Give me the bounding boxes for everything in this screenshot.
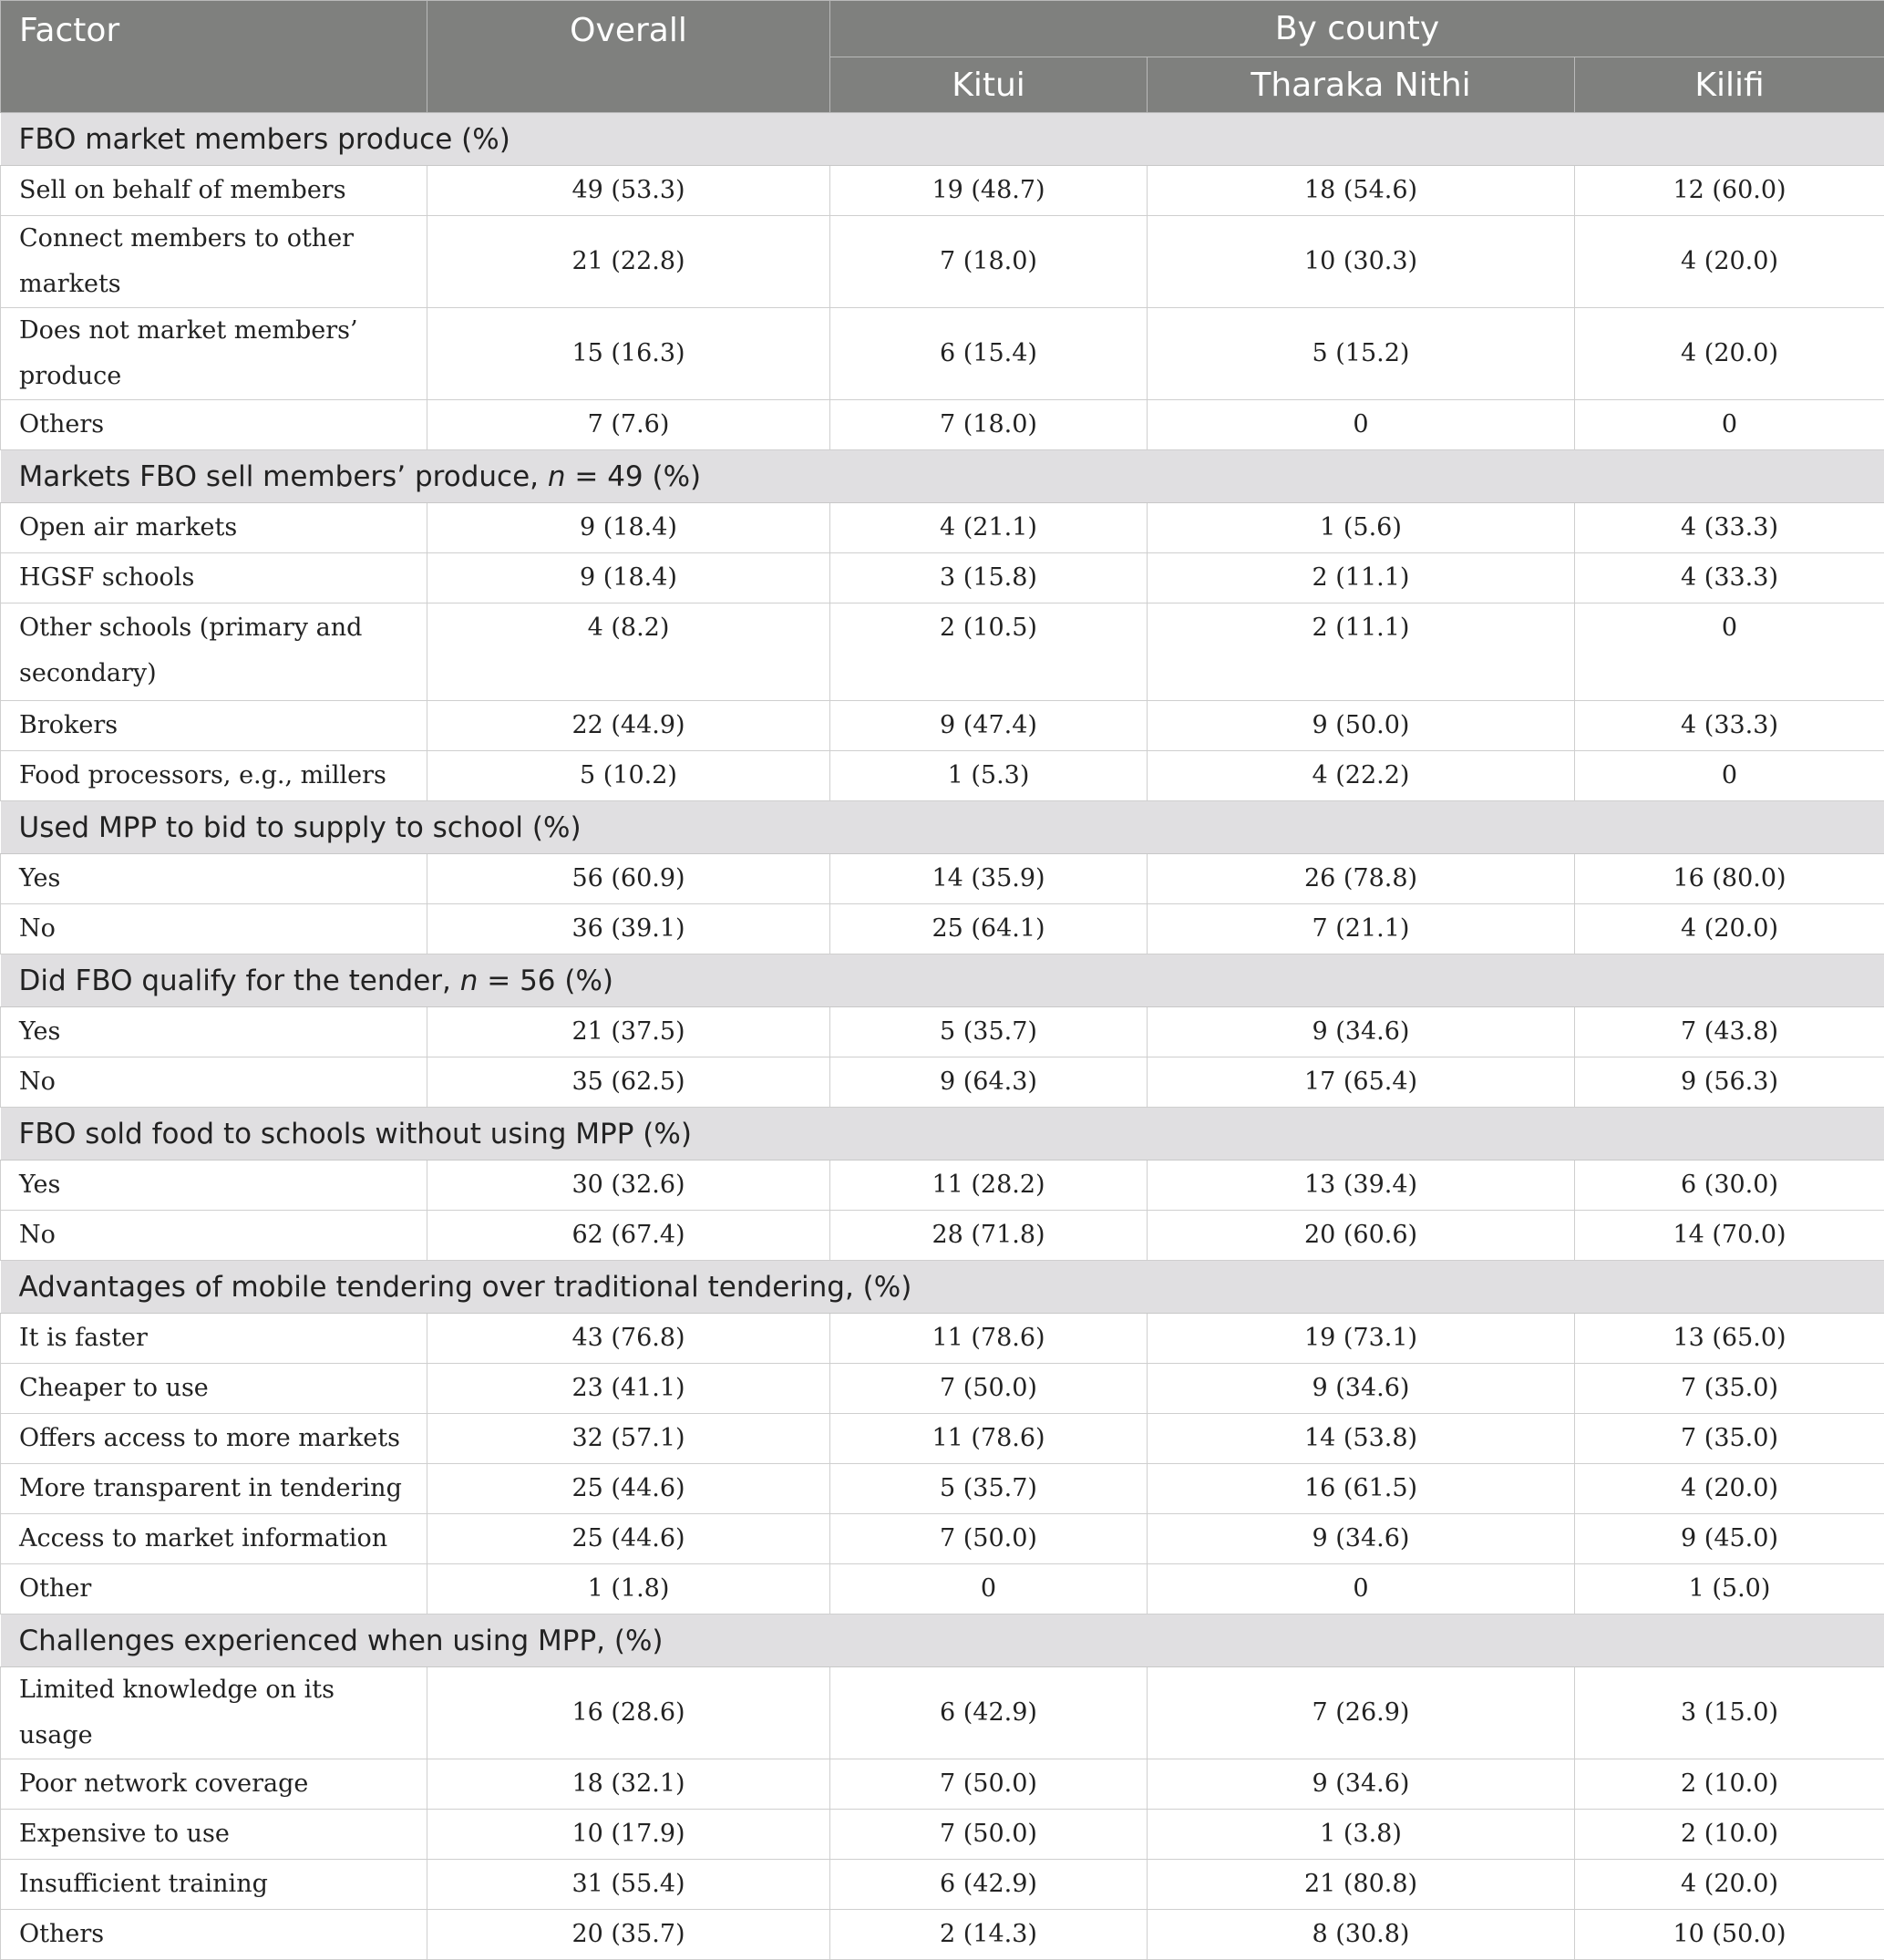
cell-kitui: 2 (14.3): [830, 1910, 1148, 1960]
row-label: No: [1, 1057, 427, 1108]
cell-kitui: 6 (42.9): [830, 1860, 1148, 1910]
row-label: Poor network coverage: [1, 1759, 427, 1810]
cell-kilifi: 16 (80.0): [1575, 854, 1884, 904]
cell-tharaka-nithi: 9 (34.6): [1148, 1759, 1575, 1810]
cell-tharaka-nithi: 10 (30.3): [1148, 216, 1575, 308]
row-label: Food processors, e.g., millers: [1, 751, 427, 801]
table-row: [1, 1514, 1884, 1564]
cell-kitui: 1 (5.3): [830, 751, 1148, 801]
row-label: Open air markets: [1, 503, 427, 553]
cell-tharaka-nithi: 18 (54.6): [1148, 166, 1575, 216]
row-label: No: [1, 904, 427, 954]
cell-tharaka-nithi: 9 (34.6): [1148, 1364, 1575, 1414]
cell-overall: 1 (1.8): [427, 1564, 830, 1614]
row-label: Cheaper to use: [1, 1364, 427, 1414]
cell-overall: 25 (44.6): [427, 1514, 830, 1564]
section-title: Used MPP to bid to supply to school (%): [1, 801, 1884, 854]
cell-kilifi: 4 (20.0): [1575, 216, 1884, 308]
table-row: [1, 1860, 1884, 1910]
cell-kitui: 4 (21.1): [830, 503, 1148, 553]
cell-overall: 10 (17.9): [427, 1810, 830, 1860]
cell-tharaka-nithi: 2 (11.1): [1148, 553, 1575, 603]
cell-tharaka-nithi: 7 (26.9): [1148, 1667, 1575, 1759]
cell-kitui: 7 (50.0): [830, 1364, 1148, 1414]
table-row: [1, 904, 1884, 954]
section-title: Challenges experienced when using MPP, (%): [1, 1614, 1884, 1667]
cell-overall: 49 (53.3): [427, 166, 830, 216]
cell-kitui: 25 (64.1): [830, 904, 1148, 954]
cell-kitui: 11 (78.6): [830, 1314, 1148, 1364]
table-row: [1, 1161, 1884, 1211]
row-label: Limited knowledge on its usage: [1, 1667, 427, 1759]
table-row: [1, 751, 1884, 801]
cell-kilifi: 6 (30.0): [1575, 1161, 1884, 1211]
table-row: [1, 1211, 1884, 1261]
row-label: Brokers: [1, 701, 427, 751]
cell-overall: 23 (41.1): [427, 1364, 830, 1414]
cell-kitui: 5 (35.7): [830, 1464, 1148, 1514]
section-title-text: Did FBO qualify for the tender,: [19, 965, 460, 997]
cell-overall: 9 (18.4): [427, 553, 830, 603]
table-row: [1, 1007, 1884, 1057]
section-title: Advantages of mobile tendering over traditional tendering, (%): [1, 1261, 1884, 1314]
cell-overall: 15 (16.3): [427, 308, 830, 400]
header-by-county: By county: [830, 1, 1884, 57]
cell-overall: 36 (39.1): [427, 904, 830, 954]
cell-tharaka-nithi: 26 (78.8): [1148, 854, 1575, 904]
cell-kilifi: 13 (65.0): [1575, 1314, 1884, 1364]
cell-tharaka-nithi: 1 (5.6): [1148, 503, 1575, 553]
cell-kitui: 3 (15.8): [830, 553, 1148, 603]
cell-overall: 21 (37.5): [427, 1007, 830, 1057]
cell-tharaka-nithi: 16 (61.5): [1148, 1464, 1575, 1514]
cell-kitui: 19 (48.7): [830, 166, 1148, 216]
cell-kitui: 5 (35.7): [830, 1007, 1148, 1057]
section-header: [1, 113, 1884, 166]
cell-kitui: 28 (71.8): [830, 1211, 1148, 1261]
table-row: [1, 1464, 1884, 1514]
cell-tharaka-nithi: 17 (65.4): [1148, 1057, 1575, 1108]
n-symbol: n: [460, 965, 479, 997]
cell-tharaka-nithi: 8 (30.8): [1148, 1910, 1575, 1960]
row-label: Others: [1, 400, 427, 450]
cell-tharaka-nithi: 9 (50.0): [1148, 701, 1575, 751]
section-header: [1, 1108, 1884, 1161]
section-title: [1, 450, 1884, 503]
row-label: It is faster: [1, 1314, 427, 1364]
cell-kitui: 9 (47.4): [830, 701, 1148, 751]
cell-kitui: 7 (50.0): [830, 1514, 1148, 1564]
table-row: [1, 400, 1884, 450]
cell-kitui: 6 (42.9): [830, 1667, 1148, 1759]
table-row: [1, 1314, 1884, 1364]
row-label: No: [1, 1211, 427, 1261]
cell-kilifi: 4 (33.3): [1575, 701, 1884, 751]
cell-kilifi: 7 (43.8): [1575, 1007, 1884, 1057]
cell-tharaka-nithi: 9 (34.6): [1148, 1007, 1575, 1057]
cell-overall: 18 (32.1): [427, 1759, 830, 1810]
cell-overall: 20 (35.7): [427, 1910, 830, 1960]
cell-overall: 43 (76.8): [427, 1314, 830, 1364]
cell-tharaka-nithi: 7 (21.1): [1148, 904, 1575, 954]
cell-tharaka-nithi: 1 (3.8): [1148, 1810, 1575, 1860]
table-row: [1, 503, 1884, 553]
table-row: [1, 216, 1884, 308]
cell-overall: 21 (22.8): [427, 216, 830, 308]
row-label: Offers access to more markets: [1, 1414, 427, 1464]
header-factor: Factor: [1, 1, 427, 113]
cell-kilifi: 10 (50.0): [1575, 1910, 1884, 1960]
cell-kilifi: 3 (15.0): [1575, 1667, 1884, 1759]
cell-kitui: 2 (10.5): [830, 603, 1148, 701]
header-kilifi: Kilifi: [1575, 57, 1884, 113]
section-title: FBO market members produce (%): [1, 113, 1884, 166]
cell-overall: 4 (8.2): [427, 603, 830, 701]
table-row: [1, 1564, 1884, 1614]
cell-overall: 56 (60.9): [427, 854, 830, 904]
cell-overall: 32 (57.1): [427, 1414, 830, 1464]
cell-kitui: 9 (64.3): [830, 1057, 1148, 1108]
cell-kilifi: 2 (10.0): [1575, 1810, 1884, 1860]
header-tharaka-nithi: Tharaka Nithi: [1148, 57, 1575, 113]
cell-tharaka-nithi: 14 (53.8): [1148, 1414, 1575, 1464]
cell-kilifi: 9 (56.3): [1575, 1057, 1884, 1108]
row-label: Yes: [1, 854, 427, 904]
cell-kilifi: 14 (70.0): [1575, 1211, 1884, 1261]
cell-overall: 25 (44.6): [427, 1464, 830, 1514]
cell-tharaka-nithi: 19 (73.1): [1148, 1314, 1575, 1364]
n-symbol: n: [548, 460, 566, 493]
row-label: [1, 603, 427, 701]
cell-kilifi: 4 (20.0): [1575, 308, 1884, 400]
cell-kitui: 0: [830, 1564, 1148, 1614]
header-overall: Overall: [427, 1, 830, 113]
cell-kilifi: 9 (45.0): [1575, 1514, 1884, 1564]
table-row: [1, 1364, 1884, 1414]
cell-kilifi: 12 (60.0): [1575, 166, 1884, 216]
cell-tharaka-nithi: 0: [1148, 400, 1575, 450]
section-header: [1, 450, 1884, 503]
cell-overall: 35 (62.5): [427, 1057, 830, 1108]
row-label: Does not market members’ produce: [1, 308, 427, 400]
row-label: Access to market information: [1, 1514, 427, 1564]
row-label: Insufficient training: [1, 1860, 427, 1910]
cell-kilifi: 7 (35.0): [1575, 1414, 1884, 1464]
table-header: [1, 1, 1884, 113]
cell-overall: 31 (55.4): [427, 1860, 830, 1910]
cell-kilifi: 4 (20.0): [1575, 1464, 1884, 1514]
cell-tharaka-nithi: 13 (39.4): [1148, 1161, 1575, 1211]
row-label-line: secondary): [19, 659, 157, 687]
table-row: [1, 1057, 1884, 1108]
table-row: [1, 166, 1884, 216]
table-row: [1, 1759, 1884, 1810]
cell-kilifi: 4 (33.3): [1575, 503, 1884, 553]
cell-tharaka-nithi: 4 (22.2): [1148, 751, 1575, 801]
section-title-text: Markets FBO sell members’ produce,: [19, 460, 548, 493]
table-row: [1, 854, 1884, 904]
cell-kitui: 11 (78.6): [830, 1414, 1148, 1464]
row-label: HGSF schools: [1, 553, 427, 603]
section-header: [1, 954, 1884, 1007]
cell-kilifi: 2 (10.0): [1575, 1759, 1884, 1810]
cell-overall: 5 (10.2): [427, 751, 830, 801]
cell-tharaka-nithi: 5 (15.2): [1148, 308, 1575, 400]
cell-kitui: 7 (18.0): [830, 400, 1148, 450]
cell-overall: 16 (28.6): [427, 1667, 830, 1759]
section-header: [1, 801, 1884, 854]
cell-kitui: 7 (18.0): [830, 216, 1148, 308]
cell-tharaka-nithi: 2 (11.1): [1148, 603, 1575, 701]
table-row: [1, 1910, 1884, 1960]
row-label: Connect members to other markets: [1, 216, 427, 308]
cell-kitui: 11 (28.2): [830, 1161, 1148, 1211]
cell-kitui: 6 (15.4): [830, 308, 1148, 400]
cell-kitui: 14 (35.9): [830, 854, 1148, 904]
cell-overall: 22 (44.9): [427, 701, 830, 751]
cell-kitui: 7 (50.0): [830, 1810, 1148, 1860]
cell-kilifi: 0: [1575, 603, 1884, 701]
cell-kilifi: 4 (20.0): [1575, 1860, 1884, 1910]
cell-kilifi: 0: [1575, 400, 1884, 450]
cell-tharaka-nithi: 9 (34.6): [1148, 1514, 1575, 1564]
cell-kilifi: 4 (20.0): [1575, 904, 1884, 954]
cell-kilifi: 1 (5.0): [1575, 1564, 1884, 1614]
table-row: [1, 1667, 1884, 1759]
row-label: More transparent in tendering: [1, 1464, 427, 1514]
row-label: Expensive to use: [1, 1810, 427, 1860]
cell-overall: 7 (7.6): [427, 400, 830, 450]
row-label: Sell on behalf of members: [1, 166, 427, 216]
section-title-count: = 56 (%): [478, 965, 613, 997]
cell-tharaka-nithi: 0: [1148, 1564, 1575, 1614]
table-row: [1, 603, 1884, 701]
section-title-count: = 49 (%): [566, 460, 702, 493]
cell-kilifi: 0: [1575, 751, 1884, 801]
table-row: [1, 1810, 1884, 1860]
section-header: [1, 1261, 1884, 1314]
row-label: Others: [1, 1910, 427, 1960]
section-header: [1, 1614, 1884, 1667]
row-label: Other: [1, 1564, 427, 1614]
cell-kilifi: 4 (33.3): [1575, 553, 1884, 603]
table-row: [1, 1414, 1884, 1464]
header-kitui: Kitui: [830, 57, 1148, 113]
cell-tharaka-nithi: 21 (80.8): [1148, 1860, 1575, 1910]
section-title: FBO sold food to schools without using MPP (%): [1, 1108, 1884, 1161]
cell-kitui: 7 (50.0): [830, 1759, 1148, 1810]
table-row: [1, 701, 1884, 751]
cell-kilifi: 7 (35.0): [1575, 1364, 1884, 1414]
table-row: [1, 308, 1884, 400]
table-row: [1, 553, 1884, 603]
section-title: [1, 954, 1884, 1007]
cell-tharaka-nithi: 20 (60.6): [1148, 1211, 1575, 1261]
row-label-line: Other schools (primary and: [19, 614, 362, 642]
row-label: Yes: [1, 1161, 427, 1211]
row-label: Yes: [1, 1007, 427, 1057]
cell-overall: 62 (67.4): [427, 1211, 830, 1261]
cell-overall: 30 (32.6): [427, 1161, 830, 1211]
cell-overall: 9 (18.4): [427, 503, 830, 553]
